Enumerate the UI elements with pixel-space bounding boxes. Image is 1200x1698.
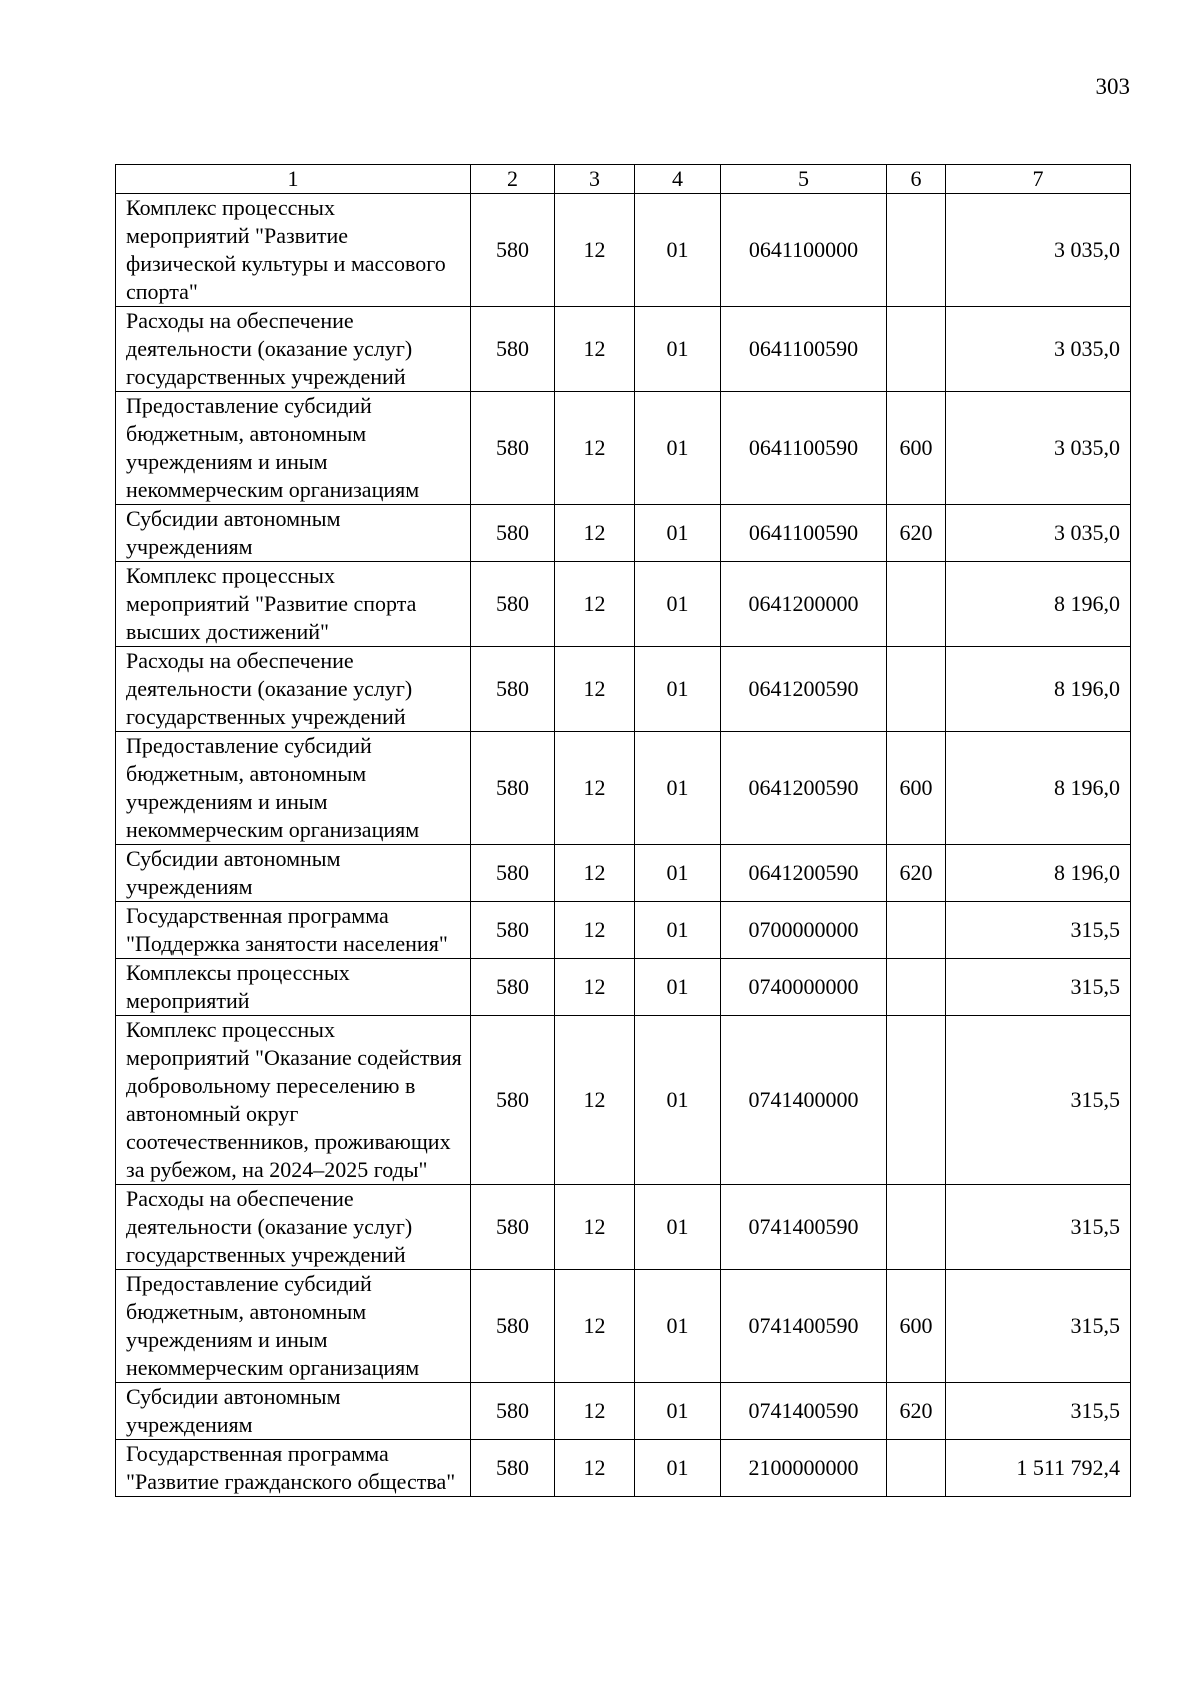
cell-ministry: 580 — [471, 562, 555, 647]
cell-expense-type: 600 — [887, 392, 946, 505]
cell-section: 12 — [555, 1383, 635, 1440]
column-header: 7 — [946, 165, 1131, 194]
cell-ministry: 580 — [471, 647, 555, 732]
column-header: 5 — [721, 165, 887, 194]
cell-ministry: 580 — [471, 959, 555, 1016]
cell-target: 0641200590 — [721, 647, 887, 732]
table-row — [116, 562, 1131, 647]
cell-target: 0641200590 — [721, 732, 887, 845]
cell-section: 12 — [555, 392, 635, 505]
cell-name: Субсидии автономным учреждениям — [116, 845, 471, 902]
cell-target: 0641100590 — [721, 505, 887, 562]
cell-name: Комплекс процессных мероприятий "Развитие физической культуры и массового спорта" — [116, 194, 471, 307]
cell-name: Субсидии автономным учреждениям — [116, 1383, 471, 1440]
cell-name: Предоставление субсидий бюджетным, автономным учреждениям и иным некоммерческим организациям — [116, 392, 471, 505]
cell-target: 0641100590 — [721, 392, 887, 505]
table-row — [116, 505, 1131, 562]
cell-amount: 315,5 — [946, 959, 1131, 1016]
cell-expense-type: 620 — [887, 1383, 946, 1440]
cell-ministry: 580 — [471, 902, 555, 959]
cell-section: 12 — [555, 902, 635, 959]
cell-subsection: 01 — [635, 1270, 721, 1383]
cell-name: Расходы на обеспечение деятельности (оказание услуг) государственных учреждений — [116, 647, 471, 732]
cell-amount: 315,5 — [946, 1185, 1131, 1270]
cell-amount: 8 196,0 — [946, 647, 1131, 732]
table-row — [116, 732, 1131, 845]
table-row — [116, 1440, 1131, 1497]
cell-name: Предоставление субсидий бюджетным, автономным учреждениям и иным некоммерческим организациям — [116, 732, 471, 845]
cell-expense-type — [887, 1440, 946, 1497]
column-header: 1 — [116, 165, 471, 194]
cell-subsection: 01 — [635, 647, 721, 732]
table-row — [116, 959, 1131, 1016]
cell-ministry: 580 — [471, 194, 555, 307]
cell-amount: 1 511 792,4 — [946, 1440, 1131, 1497]
page-number: 303 — [1095, 74, 1130, 99]
cell-section: 12 — [555, 1270, 635, 1383]
cell-name: Расходы на обеспечение деятельности (оказание услуг) государственных учреждений — [116, 1185, 471, 1270]
cell-subsection: 01 — [635, 562, 721, 647]
table-row — [116, 307, 1131, 392]
cell-name: Государственная программа "Развитие гражданского общества" — [116, 1440, 471, 1497]
budget-table — [115, 164, 1131, 1497]
cell-subsection: 01 — [635, 1383, 721, 1440]
cell-expense-type — [887, 902, 946, 959]
cell-amount: 8 196,0 — [946, 562, 1131, 647]
cell-amount: 8 196,0 — [946, 732, 1131, 845]
cell-ministry: 580 — [471, 845, 555, 902]
cell-ministry: 580 — [471, 1270, 555, 1383]
cell-subsection: 01 — [635, 1440, 721, 1497]
cell-target: 0700000000 — [721, 902, 887, 959]
cell-name: Субсидии автономным учреждениям — [116, 505, 471, 562]
cell-target: 0641100590 — [721, 307, 887, 392]
cell-subsection: 01 — [635, 505, 721, 562]
cell-amount: 3 035,0 — [946, 307, 1131, 392]
table-row — [116, 392, 1131, 505]
cell-section: 12 — [555, 959, 635, 1016]
cell-target: 0741400590 — [721, 1270, 887, 1383]
cell-target: 0641200590 — [721, 845, 887, 902]
cell-name: Комплекс процессных мероприятий "Развитие спорта высших достижений" — [116, 562, 471, 647]
cell-name: Комплекс процессных мероприятий "Оказание содействия добровольному переселению в автономный округ соотечественников, проживающих за рубежом, на 2024–2025 годы" — [116, 1016, 471, 1185]
cell-section: 12 — [555, 845, 635, 902]
cell-ministry: 580 — [471, 307, 555, 392]
cell-expense-type: 620 — [887, 845, 946, 902]
cell-amount: 3 035,0 — [946, 392, 1131, 505]
cell-target: 0741400000 — [721, 1016, 887, 1185]
cell-section: 12 — [555, 505, 635, 562]
cell-subsection: 01 — [635, 959, 721, 1016]
cell-target: 0740000000 — [721, 959, 887, 1016]
cell-ministry: 580 — [471, 505, 555, 562]
cell-target: 0641200000 — [721, 562, 887, 647]
column-header: 2 — [471, 165, 555, 194]
cell-expense-type — [887, 959, 946, 1016]
cell-amount: 315,5 — [946, 1383, 1131, 1440]
cell-expense-type: 620 — [887, 505, 946, 562]
cell-amount: 315,5 — [946, 902, 1131, 959]
cell-subsection: 01 — [635, 845, 721, 902]
cell-target: 0741400590 — [721, 1185, 887, 1270]
cell-expense-type — [887, 1016, 946, 1185]
table-row — [116, 1270, 1131, 1383]
header-row — [116, 165, 1131, 194]
cell-name: Расходы на обеспечение деятельности (оказание услуг) государственных учреждений — [116, 307, 471, 392]
column-header: 3 — [555, 165, 635, 194]
cell-expense-type — [887, 307, 946, 392]
table-row — [116, 845, 1131, 902]
cell-section: 12 — [555, 1440, 635, 1497]
table-row — [116, 194, 1131, 307]
cell-ministry: 580 — [471, 1383, 555, 1440]
cell-ministry: 580 — [471, 732, 555, 845]
cell-section: 12 — [555, 732, 635, 845]
cell-expense-type — [887, 562, 946, 647]
cell-subsection: 01 — [635, 307, 721, 392]
cell-subsection: 01 — [635, 392, 721, 505]
cell-expense-type — [887, 647, 946, 732]
table-row — [116, 1383, 1131, 1440]
table-row — [116, 902, 1131, 959]
cell-subsection: 01 — [635, 1185, 721, 1270]
cell-ministry: 580 — [471, 392, 555, 505]
cell-ministry: 580 — [471, 1440, 555, 1497]
cell-amount: 315,5 — [946, 1016, 1131, 1185]
column-header: 4 — [635, 165, 721, 194]
cell-amount: 3 035,0 — [946, 194, 1131, 307]
table-row — [116, 1185, 1131, 1270]
cell-section: 12 — [555, 1016, 635, 1185]
cell-target: 0641100000 — [721, 194, 887, 307]
cell-amount: 3 035,0 — [946, 505, 1131, 562]
cell-section: 12 — [555, 562, 635, 647]
cell-expense-type: 600 — [887, 732, 946, 845]
table-row — [116, 1016, 1131, 1185]
cell-expense-type — [887, 1185, 946, 1270]
table-row — [116, 647, 1131, 732]
cell-ministry: 580 — [471, 1016, 555, 1185]
cell-name: Комплексы процессных мероприятий — [116, 959, 471, 1016]
cell-section: 12 — [555, 647, 635, 732]
cell-expense-type — [887, 194, 946, 307]
cell-amount: 8 196,0 — [946, 845, 1131, 902]
column-header: 6 — [887, 165, 946, 194]
cell-expense-type: 600 — [887, 1270, 946, 1383]
cell-section: 12 — [555, 307, 635, 392]
cell-ministry: 580 — [471, 1185, 555, 1270]
cell-subsection: 01 — [635, 1016, 721, 1185]
cell-subsection: 01 — [635, 902, 721, 959]
cell-name: Предоставление субсидий бюджетным, автономным учреждениям и иным некоммерческим организациям — [116, 1270, 471, 1383]
cell-target: 0741400590 — [721, 1383, 887, 1440]
cell-section: 12 — [555, 194, 635, 307]
cell-name: Государственная программа "Поддержка занятости населения" — [116, 902, 471, 959]
cell-subsection: 01 — [635, 732, 721, 845]
cell-subsection: 01 — [635, 194, 721, 307]
cell-target: 2100000000 — [721, 1440, 887, 1497]
cell-amount: 315,5 — [946, 1270, 1131, 1383]
cell-section: 12 — [555, 1185, 635, 1270]
